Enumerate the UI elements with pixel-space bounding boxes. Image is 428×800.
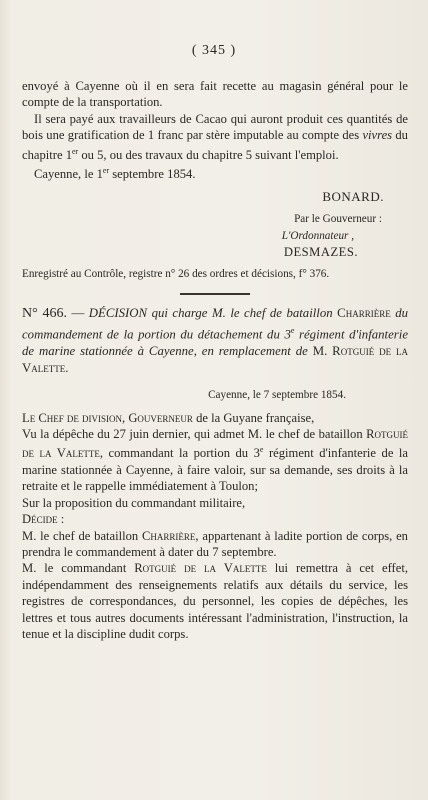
decision-date: Cayenne, le 7 septembre 1854.	[208, 389, 346, 402]
text-segment: régiment d'infanterie de la marine stationnée à Cayenne, à faire valoir, sur sa demande, ses droits à la retraite et le rappelle immédiatement à Toulon;	[22, 446, 408, 494]
text-segment: ,	[122, 410, 129, 425]
paragraph-recette: envoyé à Cayenne où il en sera fait recette au magasin général pour le compte de la transportation.	[22, 79, 408, 110]
name-charriere: Charrière	[337, 305, 391, 320]
text-segment: , appartenant à ladite portion de corps, en prendra le commandement à dater du 7 septembre.	[22, 528, 408, 559]
paragraph-vu	[22, 426, 408, 495]
name-rotguie: Rotguié de la Valette	[22, 344, 408, 376]
name-rotguie: Rotguié de la Valette	[22, 426, 408, 461]
superscript: er	[72, 146, 79, 156]
ordonnateur-label: L'Ordonnateur ,	[281, 229, 354, 242]
registre-line: Enregistré au Contrôle, registre n° 26 des ordres et décisions, f° 376.	[22, 268, 330, 281]
date-line	[22, 163, 408, 183]
text-segment: M. le commandant	[22, 561, 135, 576]
text-segment: , commandant la portion du 3	[99, 446, 260, 461]
name-charriere: Charrière	[142, 528, 196, 543]
text-segment: .	[65, 361, 69, 376]
page-number: ( 345 )	[191, 43, 237, 58]
text-segment: —	[67, 305, 89, 320]
signature-desmazes: DESMAZES.	[283, 245, 358, 260]
paragraph-gratification	[22, 111, 408, 163]
text-segment: Il sera payé aux travailleurs de Cacao qui auront produit ces quantités de bois une gratification de 1 franc par stère imputable au compte des	[22, 111, 408, 143]
text-segment: qui charge M. le chef de bataillon	[147, 305, 338, 320]
text-segment: Cayenne, le 1	[34, 167, 103, 182]
text-segment: du chapitre 1	[22, 128, 408, 162]
signature-bonard: BONARD.	[322, 188, 384, 204]
decide-label: Décide :	[22, 512, 65, 527]
text-segment: Vu la dépêche du 27 juin dernier, qui admet M. le chef de bataillon	[22, 426, 367, 441]
superscript: er	[102, 166, 110, 176]
text-segment: du commandement de la portion du détachement du 3	[22, 305, 408, 342]
decision-label: DÉCISION	[88, 305, 148, 320]
decision-number: N° 466.	[22, 305, 68, 321]
text-segment: lui remettra à cet effet, indépendamment des renseignements relatifs aux détails du service, les registres de correspondances, du personnel, les copies de dépêches, les lettres et tous autres documents intéressant l'administration, l'instruction, la tenue et la discipline dudit corps.	[22, 561, 408, 641]
text-segment: régiment d'infanterie de marine stationnée à Cayenne, en remplacement de	[22, 327, 408, 359]
text-vivres: vivres	[362, 128, 393, 143]
decision-title	[22, 305, 408, 377]
superscript: e	[259, 445, 264, 455]
separator-rule	[180, 293, 250, 295]
preamble-line	[22, 410, 408, 426]
paragraph-m1	[22, 528, 408, 561]
par-le-gouverneur: Par le Gouverneur :	[294, 213, 382, 226]
chef-de-division: Le Chef de division	[22, 410, 123, 425]
text-segment: de la Guyane française,	[192, 410, 315, 425]
paragraph-sur: Sur la proposition du commandant militaire,	[22, 495, 246, 510]
name-rotguie: Rotguié de la Valette	[134, 561, 267, 576]
text-segment: septembre 1854.	[109, 167, 196, 182]
gouverneur-word: Gouverneur	[128, 410, 193, 425]
text-segment: M.	[312, 344, 333, 359]
page-body	[22, 44, 408, 642]
paragraph-m2	[22, 560, 408, 642]
text-segment: ou 5, ou des travaux du chapitre 5 suivant l'emploi.	[78, 147, 339, 162]
text-segment: M. le chef de bataillon	[22, 528, 143, 543]
superscript: e	[290, 325, 295, 335]
